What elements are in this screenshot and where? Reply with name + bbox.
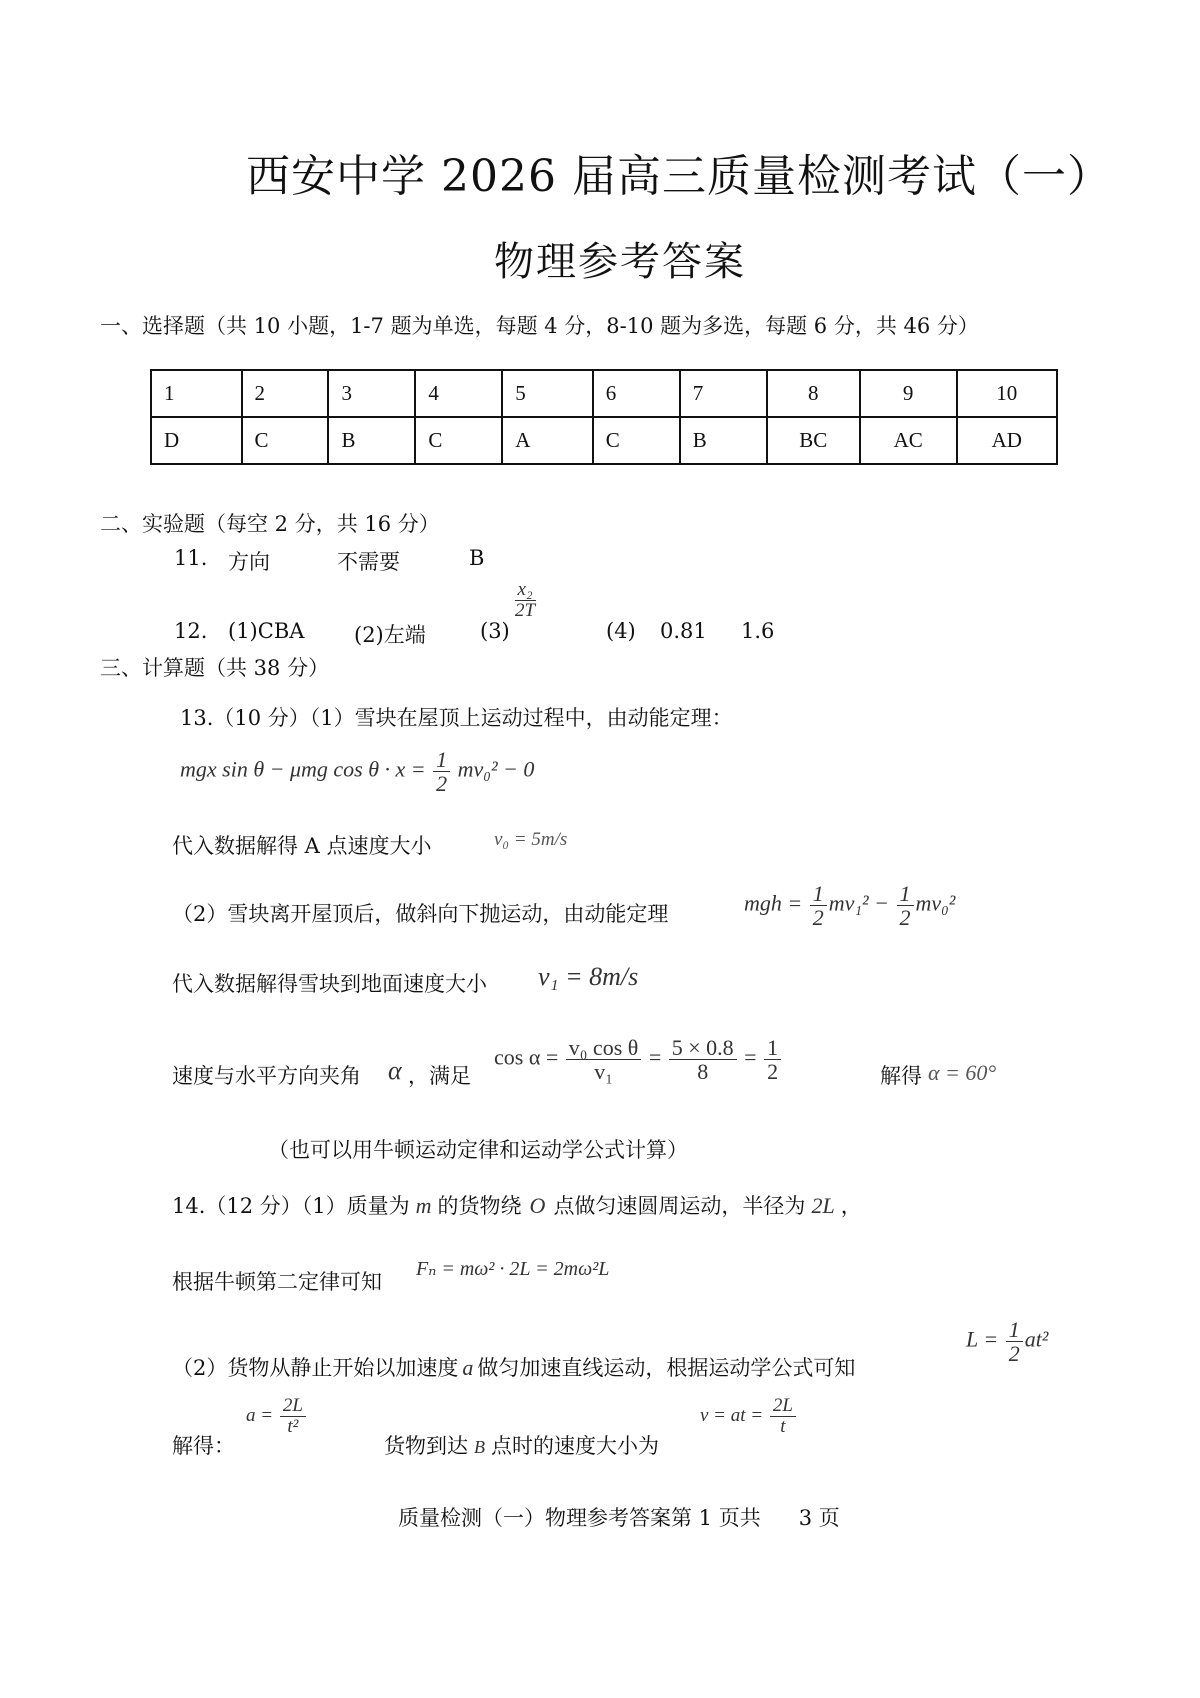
q11-answer-2: 不需要 (337, 550, 400, 574)
fraction-numerator: 5 × 0.8 (669, 1036, 737, 1060)
answer-cell: AC (860, 417, 957, 464)
page-title: 西安中学 2026 届高三质量检测考试（一） (246, 151, 1112, 202)
fraction-denominator: 8 (697, 1059, 709, 1085)
fraction-numerator: x₂ (515, 580, 536, 601)
answer-cell: BC (767, 417, 860, 464)
q14-line1-a: 14.（12 分）（1）质量为 (172, 1194, 410, 1218)
fraction-numerator: 1 (433, 748, 450, 772)
q12-part3-fraction (510, 580, 540, 621)
page-footer (398, 1502, 840, 1532)
q14-line1-b: 的货物绕 (437, 1194, 522, 1218)
q14-line3-a: （2）货物从静止开始以加速度 (172, 1356, 459, 1380)
equation-left: v = at = (700, 1404, 764, 1426)
q13-equation-3 (744, 882, 955, 929)
footer-text: 质量检测（一）物理参考答案第 1 页共 (398, 1506, 761, 1530)
q13-line1: 13.（10 分）（1）雪块在屋顶上运动过程中，由动能定理： (180, 706, 733, 730)
q12-part3: (3) (480, 619, 510, 643)
q14-line3-b: 做匀加速直线运动，根据运动学公式可知 (477, 1356, 856, 1380)
radius-symbol: 2L (811, 1193, 835, 1218)
q12-value-2: 1.6 (741, 619, 775, 643)
fraction-denominator: v₁ (594, 1059, 613, 1085)
equation-left: L = (966, 1326, 999, 1352)
q13-line5b: ，满足 (408, 1064, 471, 1088)
question-number-cell: 5 (502, 370, 593, 417)
q13-solve-value: α = 60° (928, 1060, 997, 1085)
q12-number: 12. (174, 619, 208, 643)
q14-line1-d: ， (840, 1194, 862, 1218)
fraction-numerator: v₀ cos θ (566, 1036, 642, 1060)
q13-line4: 代入数据解得雪块到地面速度大小 (172, 972, 487, 996)
alpha-symbol: α (388, 1056, 402, 1085)
fraction-denominator: 2 (812, 905, 824, 931)
q13-equation-1 (180, 748, 534, 795)
question-number-cell: 6 (593, 370, 680, 417)
equation-right: mv₀² − 0 (457, 756, 535, 782)
q13-note: （也可以用牛顿运动定律和运动学公式计算） (268, 1138, 688, 1162)
footer-total-pages: 3 页 (798, 1506, 840, 1530)
fraction-denominator: t² (287, 1415, 299, 1437)
answer-table-answer-row (151, 417, 1057, 464)
q12-part2: (2)左端 (354, 623, 426, 647)
q13-speed-ground: v₁ = 8m/s (538, 962, 639, 991)
q13-line2: 代入数据解得 A 点速度大小 (172, 834, 432, 858)
q14-line4-b: 货物到达 (384, 1434, 468, 1458)
mass-symbol: m (415, 1193, 432, 1218)
fraction-numerator: 2L (280, 1396, 306, 1417)
fraction-denominator: 2 (1008, 1341, 1020, 1367)
equation-left: mgh = (744, 890, 803, 916)
section2-heading: 二、实验题（每空 2 分，共 16 分） (100, 512, 440, 536)
q12-value-1: 0.81 (660, 619, 707, 643)
answer-cell: C (242, 417, 329, 464)
q14-line4 (384, 1430, 659, 1460)
section3-heading: 三、计算题（共 38 分） (100, 656, 330, 680)
answer-cell: B (328, 417, 415, 464)
point-o-symbol: O (529, 1193, 546, 1218)
q11-answer-3: B (469, 546, 485, 570)
answer-table (150, 369, 1058, 465)
question-number-cell: 3 (328, 370, 415, 417)
q13-solve-label: 解得 (880, 1064, 922, 1088)
question-number-cell: 8 (767, 370, 860, 417)
answer-table-number-row (151, 370, 1057, 417)
q13-cos-equation: cos α = $\frac{\text{v₀ cos θ}}{\text{v₁}}$ = $\frac{5 \times 0.8}{8}$ = $\frac{1}{2}$ (494, 1036, 783, 1083)
q14-newton-equation: Fₙ = mω² · 2L = 2mω²L (416, 1258, 610, 1280)
fraction-numerator: 1 (764, 1036, 781, 1060)
q14-line1-c: 点做匀速圆周运动，半径为 (553, 1194, 806, 1218)
fraction-numerator: 1 (897, 882, 914, 906)
minus-sign: − (874, 890, 889, 916)
answer-cell: B (680, 417, 767, 464)
fraction-denominator: 2 (767, 1059, 779, 1085)
q14-length-equation (966, 1318, 1048, 1365)
fraction-numerator: 1 (1006, 1318, 1023, 1342)
equation-term: mv₀² (915, 890, 956, 916)
equation-left: cos α = (494, 1044, 559, 1070)
answer-cell: C (415, 417, 502, 464)
q14-line4-label: 解得： (172, 1434, 235, 1458)
equation-right: at² (1024, 1326, 1049, 1352)
equation-term: mv₁² (828, 890, 869, 916)
q13-line5: 速度与水平方向夹角 (172, 1064, 361, 1088)
fraction-numerator: 2L (770, 1396, 796, 1417)
q13-line3: （2）雪块离开屋顶后，做斜向下抛运动，由动能定理 (172, 902, 669, 926)
fraction-denominator: t (780, 1415, 786, 1437)
acceleration-symbol: a (462, 1355, 474, 1380)
fraction-denominator: 2T (515, 599, 536, 621)
page-subtitle: 物理参考答案 (494, 239, 746, 285)
section1-heading: 一、选择题（共 10 小题，1-7 题为单选，每题 4 分，8-10 题为多选，每题 6 分，共 46 分） (100, 314, 979, 338)
equation-left: mgx sin θ − μmg cos θ · x = (180, 756, 426, 782)
question-number-cell: 4 (415, 370, 502, 417)
answer-cell: A (502, 417, 593, 464)
point-b-symbol: B (474, 1437, 485, 1457)
question-number-cell: 7 (680, 370, 767, 417)
q14-velocity-equation (700, 1396, 798, 1437)
question-number-cell: 10 (957, 370, 1057, 417)
answer-cell: D (151, 417, 242, 464)
fraction-numerator: 1 (810, 882, 827, 906)
question-number-cell: 9 (860, 370, 957, 417)
q14-line4-c: 点时的速度大小为 (491, 1434, 659, 1458)
question-number-cell: 1 (151, 370, 242, 417)
fraction-denominator: 2 (436, 771, 448, 797)
equation-left: a = (246, 1404, 274, 1426)
q13-speed-a: v₀ = 5m/s (494, 829, 568, 850)
q12-part1: (1)CBA (228, 619, 305, 643)
question-number-cell: 2 (242, 370, 329, 417)
q14-accel-equation (246, 1396, 308, 1437)
q14-line1 (172, 1190, 862, 1220)
q12-part4: (4) (606, 619, 636, 643)
q11-number: 11. (174, 546, 208, 570)
answer-cell: C (593, 417, 680, 464)
q11-answer-1: 方向 (228, 550, 270, 574)
q14-line3 (172, 1352, 855, 1382)
q14-line2: 根据牛顿第二定律可知 (172, 1270, 382, 1294)
answer-cell: AD (957, 417, 1057, 464)
fraction-denominator: 2 (899, 905, 911, 931)
